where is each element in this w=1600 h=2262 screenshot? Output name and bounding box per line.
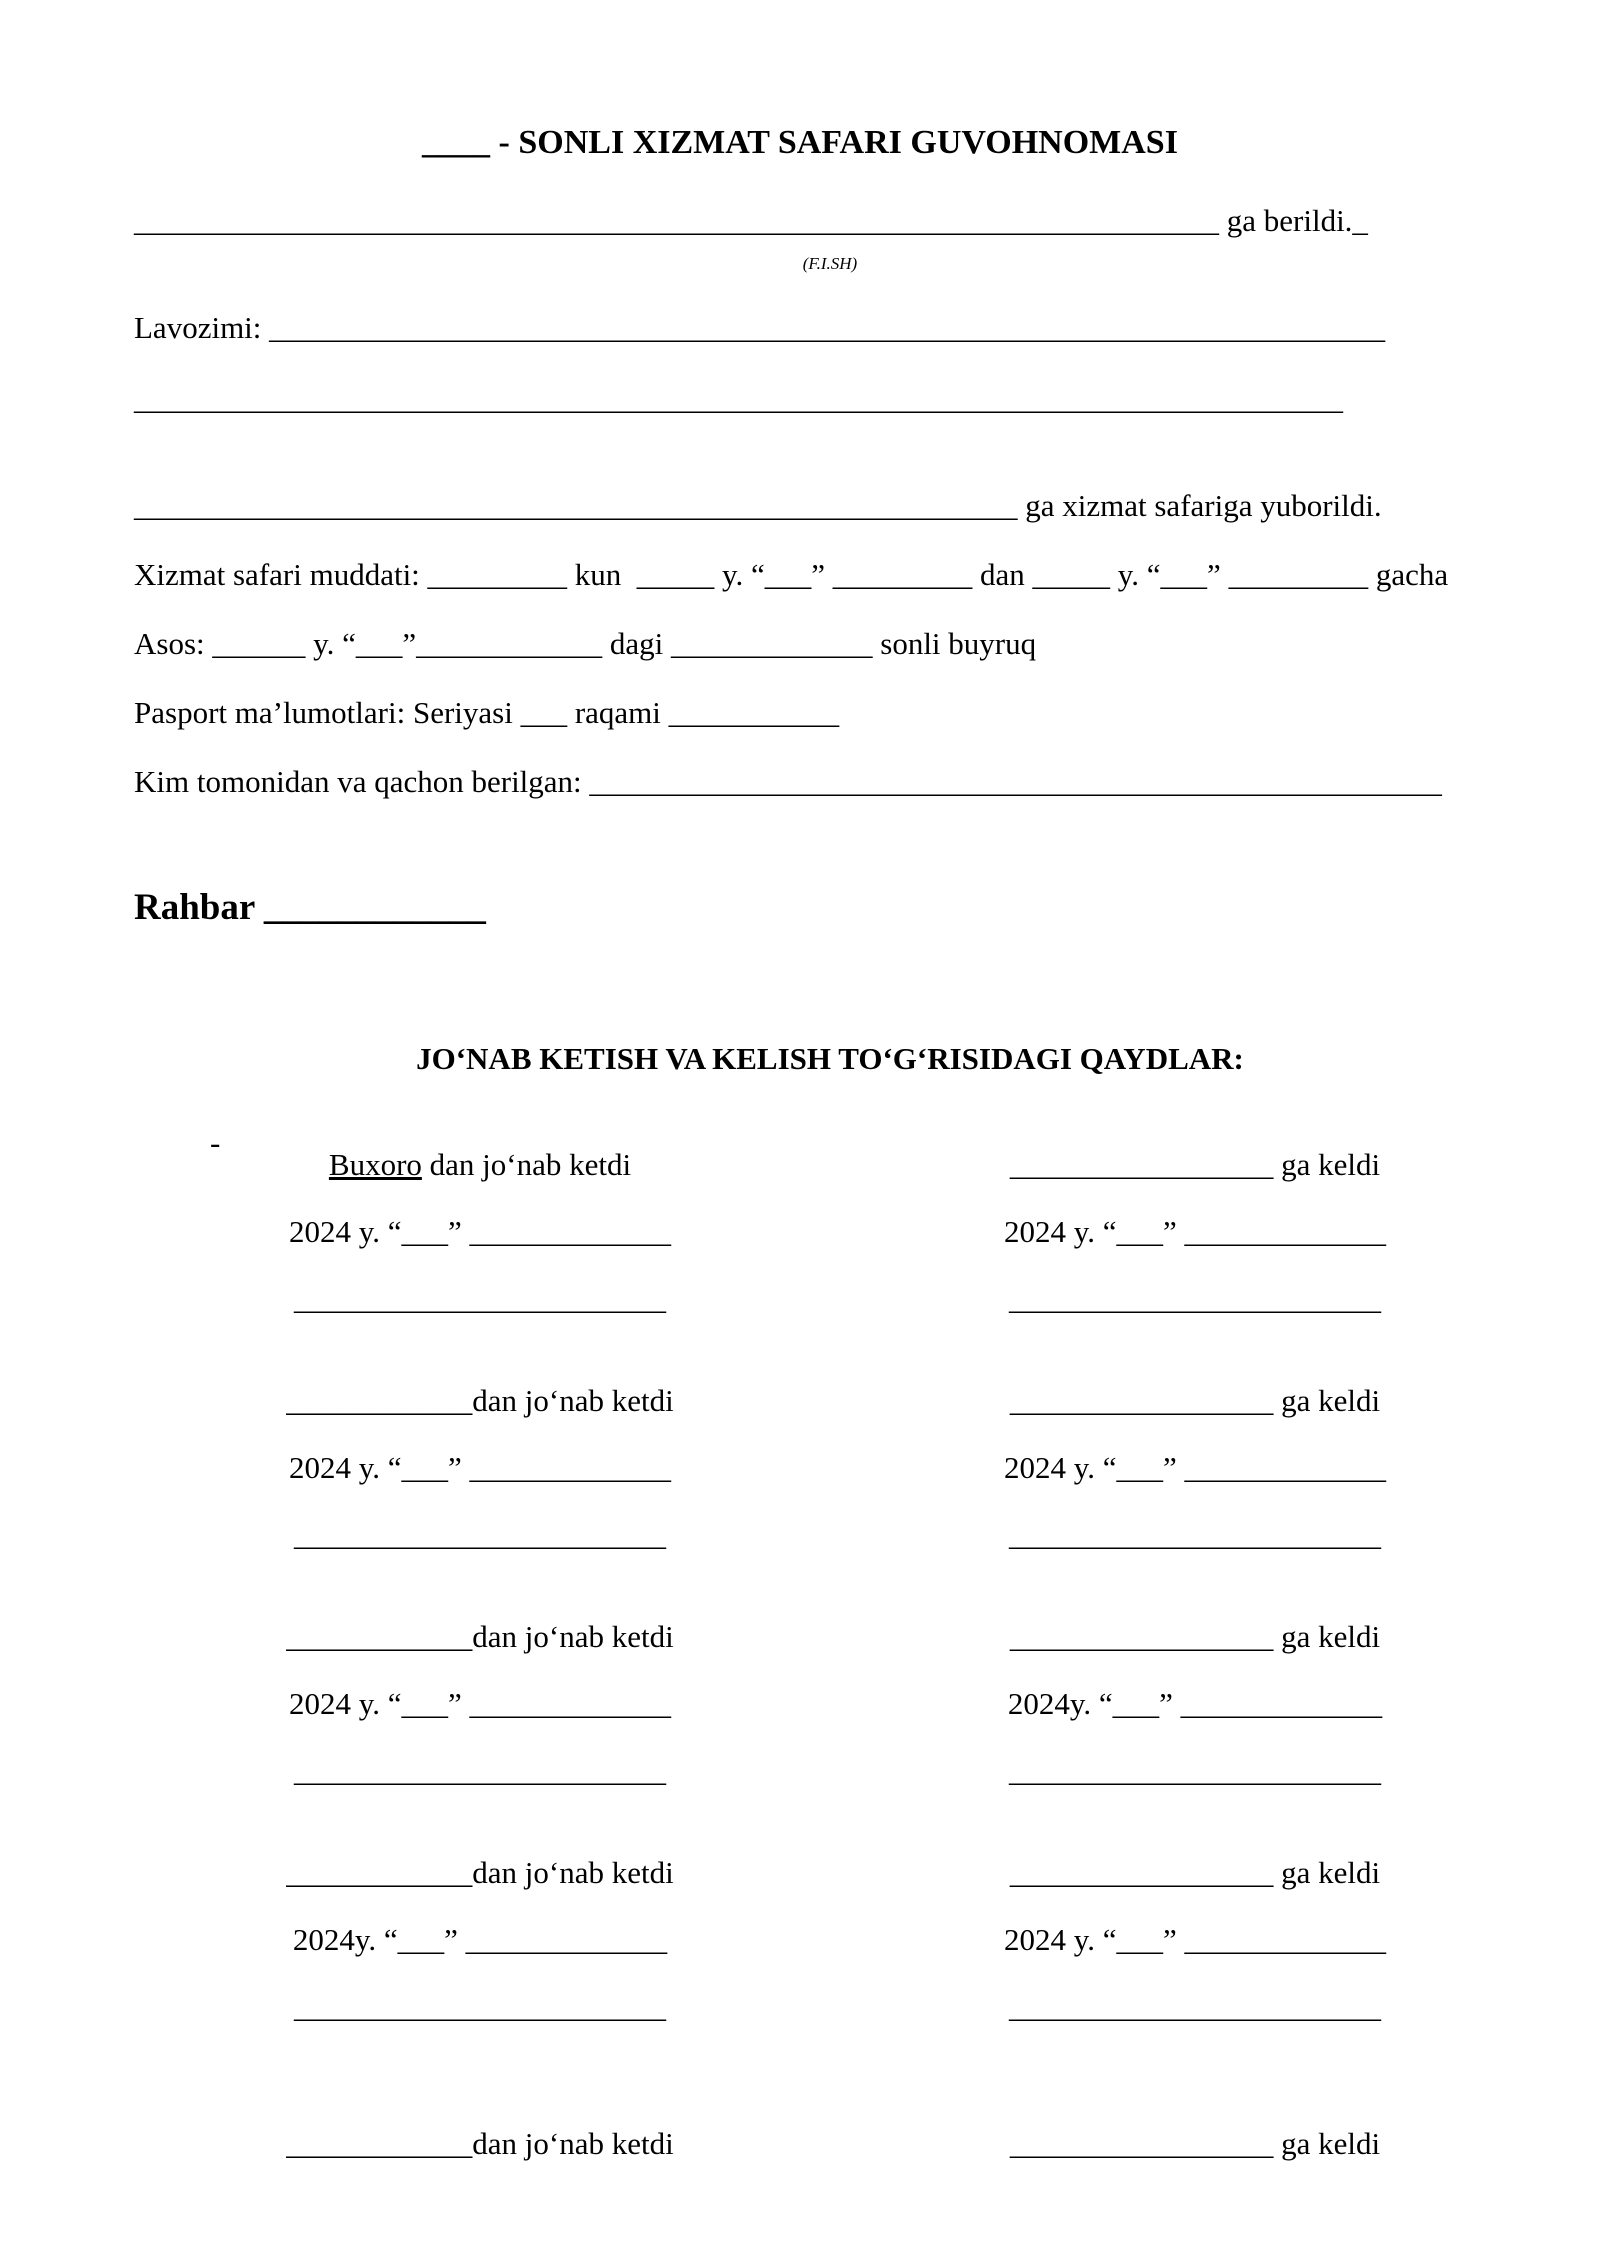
departure-signature-line[interactable]: ________________________ [294,1753,666,1788]
arrival-line[interactable]: _________________ ga keldi [1009,1147,1381,1182]
arrival-signature-line[interactable]: ________________________ [1009,1989,1381,2024]
position-line[interactable]: Lavozimi: ________________________________________________________________________ [134,310,1386,345]
sent-to-line[interactable]: _________________________________________________________ ga xizmat safariga yuborildi. [134,488,1382,523]
arrival-date-line[interactable]: 2024 y. “___” _____________ [1003,1214,1386,1249]
arrival-signature-line[interactable]: ________________________ [1009,1517,1381,1552]
departure-line[interactable]: ____________dan jo‘nab ketdi [286,1619,674,1654]
departure-suffix: dan jo‘nab ketdi [421,1147,632,1182]
arrival-line[interactable]: _________________ ga keldi [1009,1619,1381,1654]
departure-signature-line[interactable]: ________________________ [294,1989,666,2024]
fish-caption: (F.I.SH) [802,254,858,273]
departure-city: Buxoro [328,1147,422,1182]
arrival-line[interactable]: _________________ ga keldi [1009,1383,1381,1418]
arrival-line[interactable]: _________________ ga keldi [1009,2126,1381,2161]
departure-signature-line[interactable]: ________________________ [294,1281,666,1316]
departure-line[interactable] [190,1146,770,1184]
arrival-date-line[interactable]: 2024 y. “___” _____________ [1003,1450,1386,1485]
departure-line[interactable]: ____________dan jo‘nab ketdi [286,2126,674,2161]
trip-duration-line[interactable]: Xizmat safari muddati: _________ kun _____ y. “___” _________ dan _____ y. “___” _________ gacha [134,557,1449,592]
issued-by-line[interactable]: Kim tomonidan va qachon berilgan: _______________________________________________________ [134,764,1442,799]
departure-date-line[interactable]: 2024 y. “___” _____________ [288,1214,671,1249]
arrival-signature-line[interactable]: ________________________ [1009,1281,1381,1316]
arrival-signature-line[interactable]: ________________________ [1009,1753,1381,1788]
departure-line[interactable]: ____________dan jo‘nab ketdi [286,1855,674,1890]
document-title: ____ - SONLI XIZMAT SAFARI GUVOHNOMASI [422,124,1178,161]
arrival-date-line[interactable]: 2024 y. “___” _____________ [1003,1922,1386,1957]
departure-line[interactable]: ____________dan jo‘nab ketdi [286,1383,674,1418]
position-continuation-line[interactable]: ______________________________________________________________________________ [134,381,1343,416]
manager-signature[interactable]: Rahbar ____________ [134,887,486,928]
basis-order-line[interactable]: Asos: ______ y. “___”____________ dagi _____________ sonli buyruq [134,626,1037,661]
stray-mark: - [210,1125,221,1160]
passport-line[interactable]: Pasport ma’lumotlari: Seriyasi ___ raqami ___________ [134,695,840,730]
departure-date-line[interactable]: 2024 y. “___” _____________ [288,1450,671,1485]
arrival-line[interactable]: _________________ ga keldi [1009,1855,1381,1890]
departure-date-line[interactable]: 2024 y. “___” _____________ [288,1686,671,1721]
departure-date-line[interactable]: 2024y. “___” _____________ [292,1922,668,1957]
arrival-date-line[interactable]: 2024y. “___” _____________ [1007,1686,1383,1721]
notes-title: JO‘NAB KETISH VA KELISH TO‘G‘RISIDAGI QAYDLAR: [416,1041,1244,1076]
departure-signature-line[interactable]: ________________________ [294,1517,666,1552]
issued-to-line[interactable]: ______________________________________________________________________ ga berildi._ [134,203,1368,238]
